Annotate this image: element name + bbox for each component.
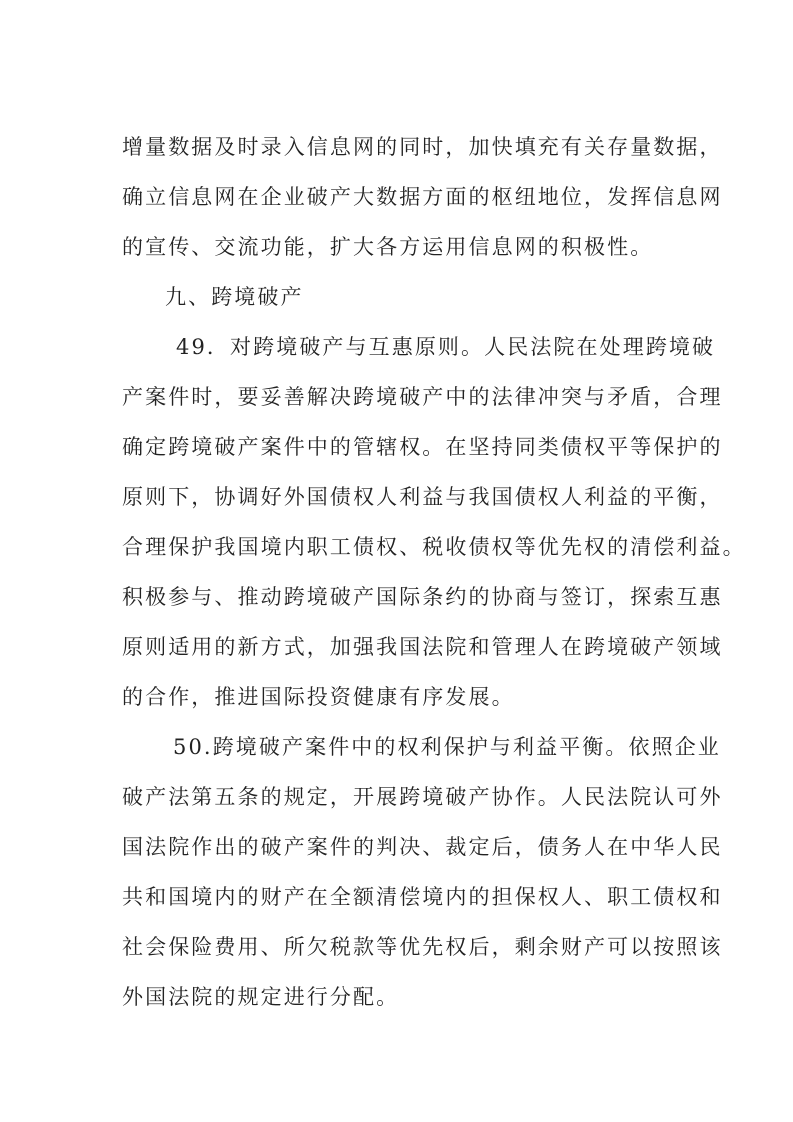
paragraph-line: 产案件时，要妥善解决跨境破产中的法律冲突与矛盾，合理 (122, 385, 723, 409)
paragraph-line: 积极参与、推动跨境破产国际条约的协商与签订，探索互惠 (122, 585, 723, 609)
paragraph-line: 破产法第五条的规定，开展跨境破产协作。人民法院认可外 (122, 785, 723, 809)
paragraph-line: 确定跨境破产案件中的管辖权。在坚持同类债权平等保护的 (122, 435, 723, 459)
paragraph-line: 原则适用的新方式，加强我国法院和管理人在跨境破产领域 (122, 635, 723, 659)
paragraph-line: 原则下，协调好外国债权人利益与我国债权人利益的平衡， (122, 485, 723, 509)
paragraph-line: 社会保险费用、所欠税款等优先权后，剩余财产可以按照该 (122, 935, 723, 959)
paragraph-line: 合理保护我国境内职工债权、税收债权等优先权的清偿利益。 (122, 535, 746, 559)
paragraph-line: 国法院作出的破产案件的判决、裁定后，债务人在中华人民 (122, 835, 723, 859)
paragraph-line: 外国法院的规定进行分配。 (122, 985, 400, 1009)
paragraph-line: 共和国境内的财产在全额清偿境内的担保权人、职工债权和 (122, 885, 723, 909)
paragraph-line: 49．对跨境破产与互惠原则。人民法院在处理跨境破 (176, 335, 716, 359)
section-heading: 九、跨境破产 (165, 285, 304, 309)
paragraph-line: 的合作，推进国际投资健康有序发展。 (122, 685, 515, 709)
paragraph-line: 的宣传、交流功能，扩大各方运用信息网的积极性。 (122, 235, 654, 259)
paragraph-line: 增量数据及时录入信息网的同时，加快填充有关存量数据， (122, 135, 723, 159)
paragraph-line: 确立信息网在企业破产大数据方面的枢纽地位，发挥信息网 (122, 185, 723, 209)
paragraph-line: 50.跨境破产案件中的权利保护与利益平衡。依照企业 (173, 735, 721, 759)
